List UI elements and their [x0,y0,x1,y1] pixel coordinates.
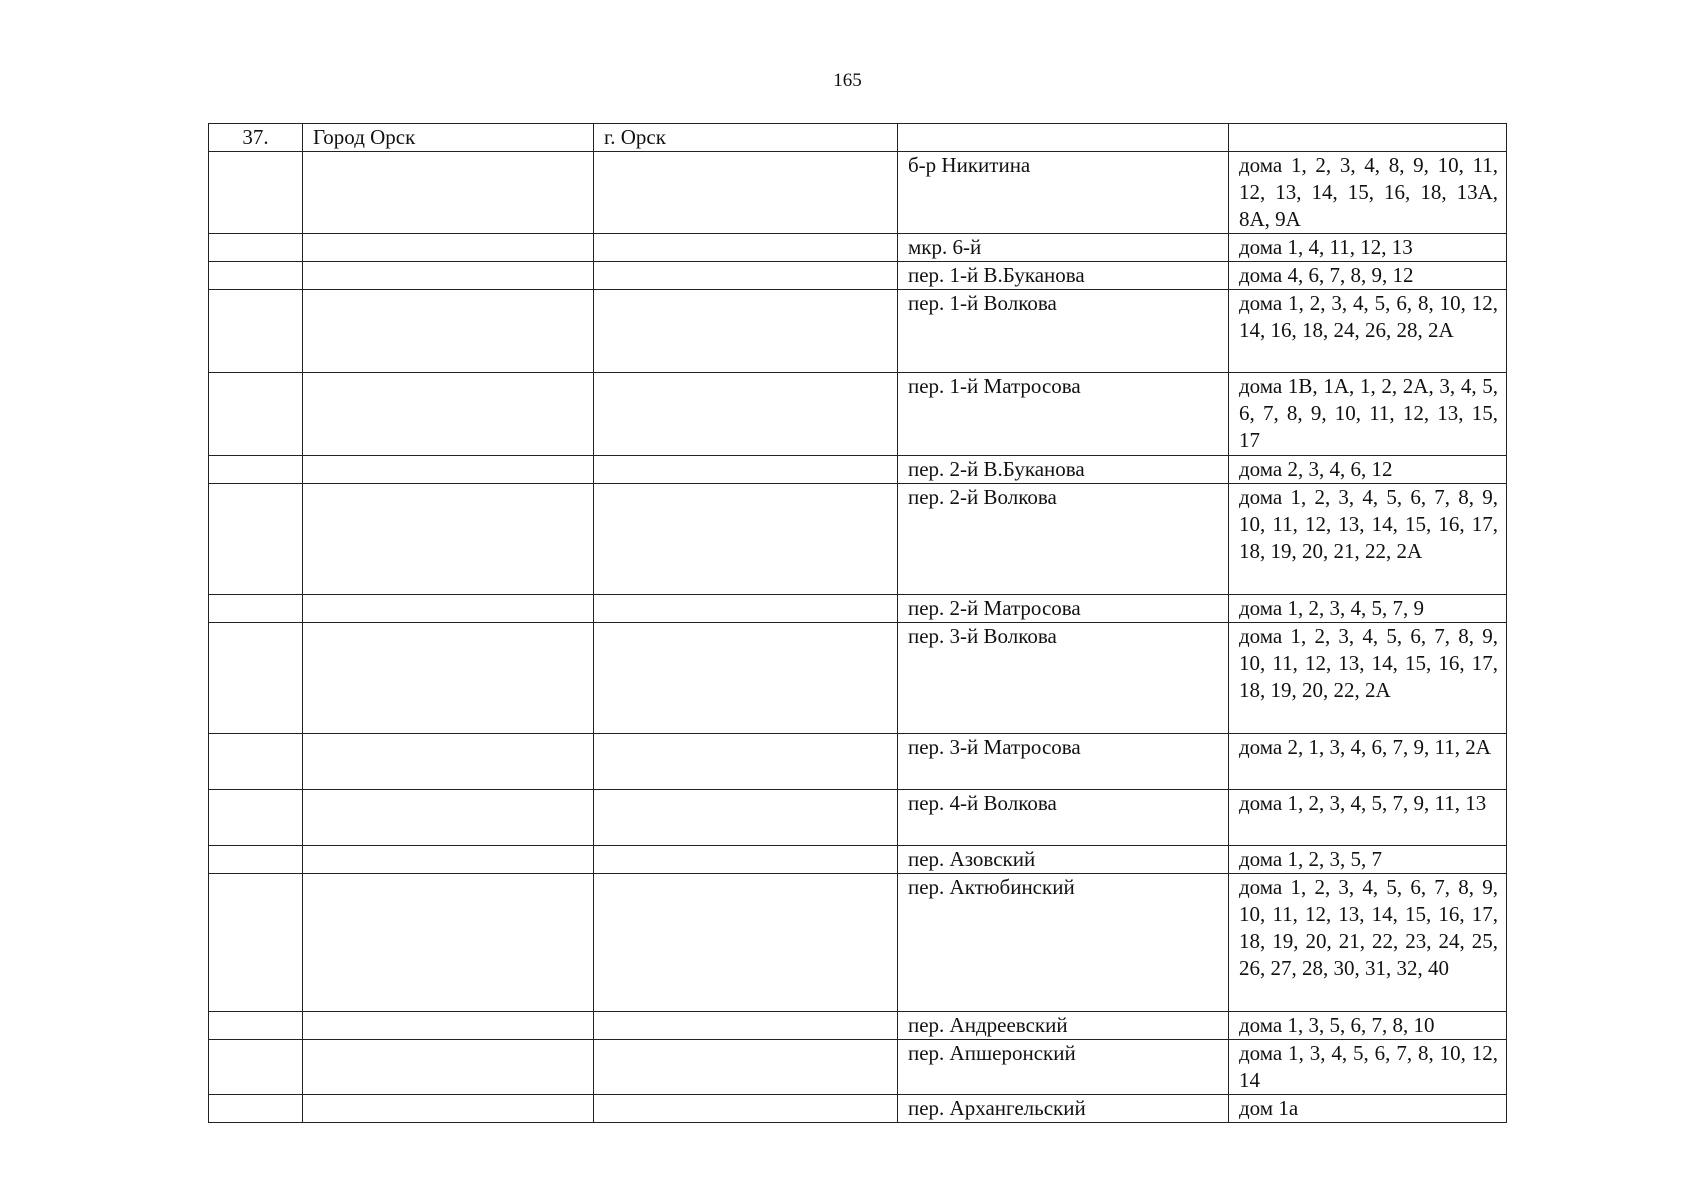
row-number-cell [209,234,303,262]
row-number-cell [209,874,303,1012]
houses-cell: дом 1а [1229,1095,1507,1123]
table-row [209,734,1507,790]
table-row [209,1012,1507,1040]
municipality-cell [303,734,594,790]
row-number-cell [209,456,303,484]
street-cell [898,124,1229,152]
table-row [209,623,1507,734]
settlement-cell [594,846,898,874]
settlement-cell [594,595,898,623]
houses-cell: дома 1, 2, 3, 5, 7 [1229,846,1507,874]
table-row [209,874,1507,1012]
houses-cell: дома 1, 2, 3, 4, 5, 6, 8, 10, 12, 14, 16, 18, 24, 26, 28, 2А [1229,290,1507,373]
row-number-cell [209,484,303,595]
table-row [209,234,1507,262]
municipality-cell [303,1040,594,1095]
municipality-cell [303,484,594,595]
municipality-cell: Город Орск [303,124,594,152]
table-row [209,152,1507,234]
street-cell: пер. Азовский [898,846,1229,874]
settlement-cell [594,234,898,262]
settlement-cell [594,1012,898,1040]
table-row [209,1095,1507,1123]
houses-cell: дома 1В, 1А, 1, 2, 2А, 3, 4, 5, 6, 7, 8, 9, 10, 11, 12, 13, 15, 17 [1229,373,1507,456]
street-cell: пер. 2-й Волкова [898,484,1229,595]
houses-cell: дома 2, 1, 3, 4, 6, 7, 9, 11, 2А [1229,734,1507,790]
municipality-cell [303,874,594,1012]
settlement-cell [594,790,898,846]
municipality-cell [303,623,594,734]
table-row-header [209,124,1507,152]
table-row [209,373,1507,456]
table-row [209,262,1507,290]
table-row [209,595,1507,623]
row-number-cell [209,262,303,290]
address-table-body [209,124,1507,1123]
row-number-cell [209,595,303,623]
street-cell: пер. 2-й В.Буканова [898,456,1229,484]
settlement-cell [594,152,898,234]
settlement-cell [594,874,898,1012]
street-cell: мкр. 6-й [898,234,1229,262]
settlement-cell [594,484,898,595]
municipality-cell [303,1012,594,1040]
settlement-cell [594,1095,898,1123]
street-cell: пер. 4-й Волкова [898,790,1229,846]
settlement-cell [594,262,898,290]
table-row [209,484,1507,595]
municipality-cell [303,790,594,846]
municipality-cell [303,152,594,234]
street-cell: пер. 3-й Матросова [898,734,1229,790]
row-number-cell: 37. [209,124,303,152]
houses-cell: дома 1, 2, 3, 4, 5, 7, 9, 11, 13 [1229,790,1507,846]
settlement-cell [594,734,898,790]
municipality-cell [303,262,594,290]
municipality-cell [303,290,594,373]
row-number-cell [209,790,303,846]
houses-cell: дома 1, 2, 3, 4, 5, 6, 7, 8, 9, 10, 11, 12, 13, 14, 15, 16, 17, 18, 19, 20, 21, 22, 2А [1229,484,1507,595]
street-cell: пер. 3-й Волкова [898,623,1229,734]
row-number-cell [209,290,303,373]
row-number-cell [209,1012,303,1040]
houses-cell: дома 2, 3, 4, 6, 12 [1229,456,1507,484]
houses-cell: дома 1, 3, 4, 5, 6, 7, 8, 10, 12, 14 [1229,1040,1507,1095]
houses-cell: дома 1, 4, 11, 12, 13 [1229,234,1507,262]
settlement-cell [594,290,898,373]
houses-cell [1229,124,1507,152]
page-number: 165 [833,70,862,91]
houses-cell: дома 4, 6, 7, 8, 9, 12 [1229,262,1507,290]
settlement-cell [594,456,898,484]
street-cell: б-р Никитина [898,152,1229,234]
row-number-cell [209,846,303,874]
row-number-cell [209,373,303,456]
street-cell: пер. 1-й Матросова [898,373,1229,456]
table-row [209,1040,1507,1095]
row-number-cell [209,1040,303,1095]
row-number-cell [209,152,303,234]
table-row [209,846,1507,874]
street-cell: пер. Актюбинский [898,874,1229,1012]
houses-cell: дома 1, 2, 3, 4, 5, 6, 7, 8, 9, 10, 11, 12, 13, 14, 15, 16, 17, 18, 19, 20, 21, 22, 23, 24, 25, 26, 27, 28, 30, 31, 32, 40 [1229,874,1507,1012]
municipality-cell [303,595,594,623]
settlement-cell [594,373,898,456]
houses-cell: дома 1, 3, 5, 6, 7, 8, 10 [1229,1012,1507,1040]
municipality-cell [303,456,594,484]
street-cell: пер. 1-й Волкова [898,290,1229,373]
street-cell: пер. Апшеронский [898,1040,1229,1095]
street-cell: пер. 2-й Матросова [898,595,1229,623]
table-row [209,456,1507,484]
settlement-cell: г. Орск [594,124,898,152]
houses-cell: дома 1, 2, 3, 4, 5, 7, 9 [1229,595,1507,623]
street-cell: пер. 1-й В.Буканова [898,262,1229,290]
municipality-cell [303,234,594,262]
address-table [208,123,1507,1123]
houses-cell: дома 1, 2, 3, 4, 8, 9, 10, 11, 12, 13, 14, 15, 16, 18, 13А, 8А, 9А [1229,152,1507,234]
municipality-cell [303,846,594,874]
row-number-cell [209,734,303,790]
table-row [209,290,1507,373]
row-number-cell [209,623,303,734]
street-cell: пер. Андреевский [898,1012,1229,1040]
settlement-cell [594,1040,898,1095]
houses-cell: дома 1, 2, 3, 4, 5, 6, 7, 8, 9, 10, 11, 12, 13, 14, 15, 16, 17, 18, 19, 20, 22, 2А [1229,623,1507,734]
street-cell: пер. Архангельский [898,1095,1229,1123]
municipality-cell [303,1095,594,1123]
municipality-cell [303,373,594,456]
row-number-cell [209,1095,303,1123]
table-row [209,790,1507,846]
settlement-cell [594,623,898,734]
